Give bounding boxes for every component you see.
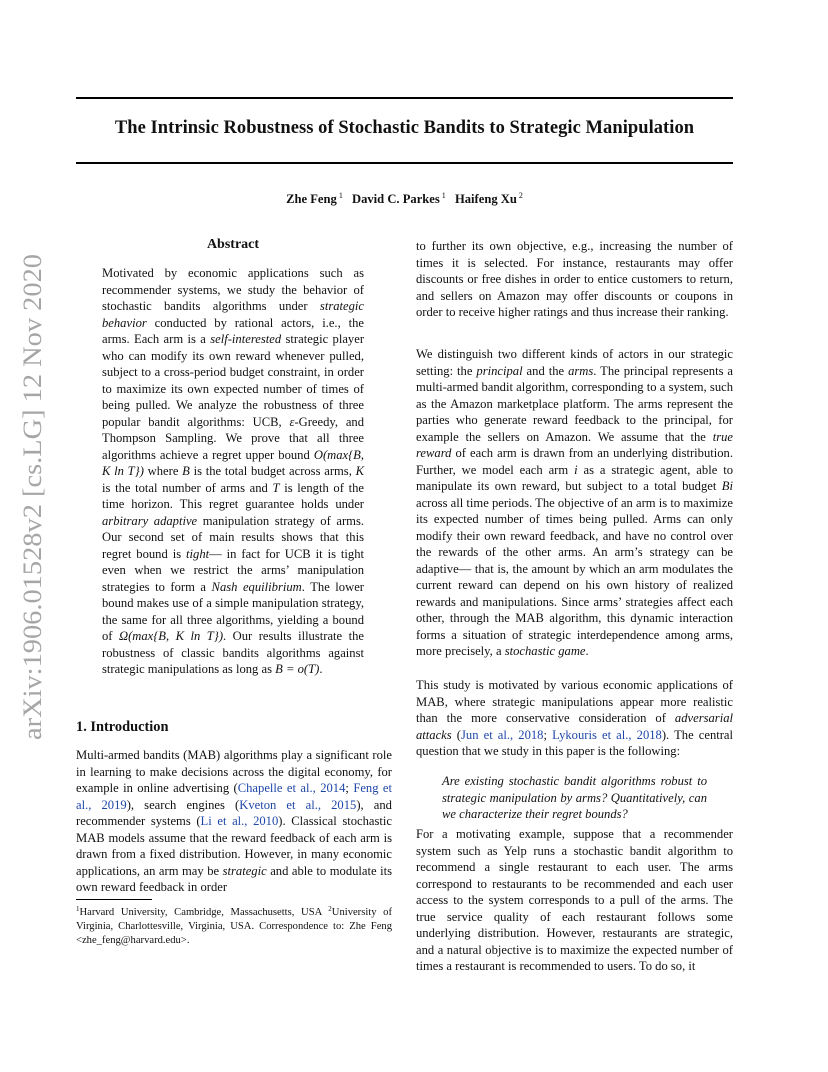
text-run: . Our results illustrate the robustness of classic bandits algorithms against strategic manipulations as long as <box>102 629 364 676</box>
right-column-paragraph-4 <box>416 826 733 975</box>
math-expression: i <box>574 462 578 477</box>
footnote-1-mark: 1 <box>76 905 80 913</box>
text-run: . <box>585 644 589 658</box>
emphasized-text: strategic behavior <box>102 299 364 330</box>
text-run: ( <box>451 727 461 742</box>
text-run: and the <box>522 363 569 378</box>
emphasized-text: principal <box>476 363 523 378</box>
arxiv-identifier-stamp <box>12 254 50 740</box>
arxiv-identifier-text: arXiv:1906.01528v2 [cs.LG] 12 Nov 2020 <box>18 295 47 740</box>
introduction-heading: 1. Introduction <box>76 719 169 735</box>
math-expression: ε <box>289 414 295 429</box>
text-run: We distinguish two different kinds of actors in our strategic setting: the <box>416 347 733 378</box>
text-run: of each arm is drawn from an underlying distribution. Further, we model each arm <box>416 446 733 477</box>
abstract-body <box>102 265 364 678</box>
text-run: . The lower bound makes use of a simple manipulation strategy, the same for all three algorithms, yielding a bound of <box>102 579 364 643</box>
right-column-paragraph-1 <box>416 238 733 321</box>
emphasized-text: adversarial attacks <box>416 711 733 742</box>
citation-link[interactable]: Feng et al., 2019 <box>76 781 392 812</box>
text-run: is length of the time horizon. This regret guarantee holds under <box>102 480 364 511</box>
citation-link[interactable]: Li et al., 2010 <box>200 814 279 828</box>
text-run: conducted by rational actors, i.e., the arms. Each arm is a <box>102 315 364 346</box>
title-bottom-rule <box>76 162 733 164</box>
author-3-name: Haifeng Xu <box>454 192 517 206</box>
text-run: ; <box>543 727 553 742</box>
text-run: ; <box>345 781 354 795</box>
emphasized-text: tight <box>186 546 210 561</box>
author-3 <box>455 192 523 206</box>
right-column-paragraph-3 <box>416 677 733 760</box>
text-run: is the total number of arms and <box>102 480 273 495</box>
author-2-name: David C. Parkes <box>351 192 440 206</box>
text-run: strategic player who can modify its own reward whenever pulled, subject to a cross-period budget constraint, in order to maximize its own expected number of times of being pulled. We analyze the robustness of three popular bandit algorithms: UCB, <box>102 332 365 429</box>
author-list <box>76 191 733 207</box>
emphasized-text: Nash equilibrium <box>211 579 302 594</box>
paper-title: The Intrinsic Robustness of Stochastic Bandits to Strategic Manipulation <box>114 118 695 138</box>
text-run: . The principal represents a multi-armed bandit algorithm, corresponding to a system, such as the Amazon marketplace platform. The arms represent the parties who generate reward feedback to the principal, for example the sellers on Amazon. We assume that the <box>416 363 734 444</box>
math-expression: Bi <box>721 479 733 493</box>
text-run: Motivated by economic applications such as recommender systems, we study the behavior of stochastic bandits algorithms under <box>102 266 364 313</box>
emphasized-text: self-interested <box>210 332 282 346</box>
footnote-2-text: University of Virginia, Charlottesville, Virginia, USA. Correspondence to: Zhe Feng <zhe_feng@harvard.edu>. <box>76 907 392 946</box>
footnote-1-text: Harvard University, Cambridge, Massachusetts, USA <box>79 907 329 918</box>
math-expression: O(max{B, K ln T}) <box>102 447 364 478</box>
math-expression: B = o(T) <box>275 662 320 676</box>
citation-link[interactable]: Chapelle et al., 2014 <box>237 781 346 795</box>
text-run: Multi-armed bandits (MAB) algorithms play a significant role in learning to make decisions across the digital economy, for example in online advertising ( <box>76 748 392 795</box>
introduction-paragraph-1 <box>76 747 392 896</box>
text-run: across all time periods. The objective of an arm is to maximize its expected number of times being pulled. Arms can only modify their own reward feedback, and have no control over the rewards of the other arms. An arm’s strategy can be adaptive— that is, the amount by which an arm modulates the current reward can depend on his own history of realized rewards and manipulations. Since arms’ strategies affect each other, through the MAB algorithm, this dynamic interaction forms a situation of strategic interdependence among arms, more precisely, a <box>416 495 733 658</box>
central-question: Are existing stochastic bandit algorithms robust to strategic manipulation by arms? Quantitatively, can we characterize their regret bounds? <box>442 774 707 821</box>
emphasized-text: stochastic game <box>504 644 586 658</box>
author-1-affiliation-mark: 1 <box>338 191 343 200</box>
emphasized-text: arbitrary adaptive <box>102 513 198 528</box>
author-3-affiliation-mark: 2 <box>518 191 523 200</box>
text-run: where <box>143 464 183 478</box>
text-run: as a strategic agent, able to manipulate its own reward, but subject to a total budget <box>416 462 733 493</box>
emphasized-text: true reward <box>416 429 733 460</box>
abstract-heading: Abstract <box>206 237 260 252</box>
text-run: ). The central question that we study in this paper is the following: <box>416 727 734 758</box>
text-run: For a motivating example, suppose that a recommender system such as Yelp runs a stochastic bandit algorithm to recommend a single restaurant to each user. The arms correspond to restaurants to be recommended and each user access to the system corresponds to a pull of the arms. The true service quality of each restaurant follows some underlying distribution. However, restaurants are strategic, and a natural objective is to maximize the expected number of times a restaurant is recommended to users. To do so, it <box>416 827 733 973</box>
text-run: This study is motivated by various economic applications of MAB, where strategic manipulations appear more realistic than the more conservative consideration of <box>416 678 733 725</box>
math-expression: K <box>355 464 365 478</box>
right-column-paragraph-2 <box>416 346 733 660</box>
text-run: . <box>319 662 323 676</box>
text-run: ). Classical stochastic MAB models assume that the reward feedback of each arm is drawn from a fixed distribution. However, in many economic applications, an arm may be <box>76 814 392 878</box>
text-run: manipulation strategy of arms. Our second set of main results shows that this regret bound is <box>102 513 364 561</box>
footnote-rule <box>76 899 152 900</box>
citation-link[interactable]: Kveton et al., 2015 <box>239 797 357 812</box>
text-run: — in fact for UCB it is tight even when we restrict the arms’ manipulation strategies to form a <box>102 546 364 594</box>
author-1 <box>286 192 343 206</box>
author-2-affiliation-mark: 1 <box>441 191 446 200</box>
text-run: ), and recommender systems ( <box>76 797 392 828</box>
title-top-rule <box>76 97 733 99</box>
citation-link[interactable]: Lykouris et al., 2018 <box>552 727 662 742</box>
text-run: ), search engines ( <box>126 797 240 812</box>
math-expression: Ω(max{B, K ln T}) <box>118 629 224 643</box>
math-expression: B <box>182 464 190 478</box>
emphasized-text: strategic <box>222 863 267 878</box>
author-1-name: Zhe Feng <box>286 192 337 206</box>
math-expression: T <box>272 480 280 495</box>
text-run: is the total budget across arms, <box>189 464 356 478</box>
text-run: and able to modulate its own reward feedback in order <box>76 863 392 894</box>
text-run: -Greedy, and Thompson Sampling. We prove that all three algorithms achieve a regret upper bound <box>102 414 365 462</box>
text-run: to further its own objective, e.g., increasing the number of times it is selected. For instance, restaurants may offer discounts or free dishes in order to entice customers to return, and sellers on Amazon may offer discounts or coupons in order to receive higher ratings and thus increase their ranking. <box>416 239 733 319</box>
footnotes <box>76 903 392 947</box>
author-2 <box>352 192 446 206</box>
footnote-2-mark: 2 <box>328 905 332 913</box>
emphasized-text: arms <box>568 363 594 378</box>
citation-link[interactable]: Jun et al., 2018 <box>461 727 544 742</box>
